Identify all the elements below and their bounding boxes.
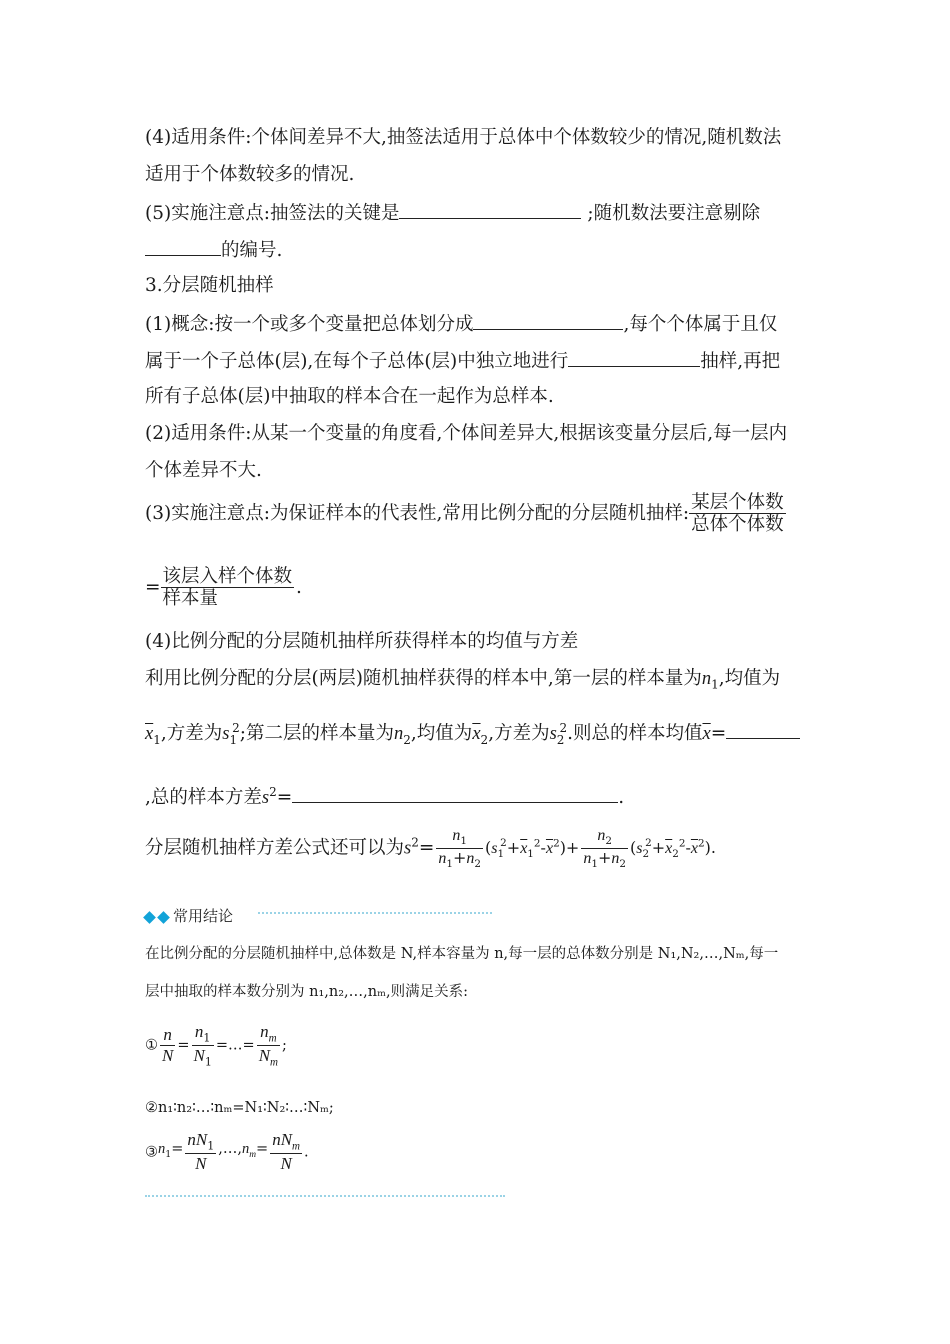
blank-lottery-key[interactable]: [399, 200, 581, 219]
s2-line2: 个体差异不大.: [145, 460, 262, 481]
diamond-icon: [157, 911, 170, 924]
s2-line1: (2)适用条件:从某一个变量的角度看,个体间差异大,根据该变量分层后,每一层内: [145, 423, 788, 444]
blank-variance[interactable]: [292, 784, 618, 803]
weight-fraction-1: $\frac{n_1}{n_1+n_2}$: [438, 827, 482, 871]
s4-title: (4)比例分配的分层随机抽样所获得样本的均值与方差: [145, 631, 579, 652]
s4-line3: ,总的样本方差$s^2=$ .: [145, 785, 625, 809]
diamond-icon: [143, 911, 156, 924]
blank-mean[interactable]: [726, 720, 800, 739]
ratio-fraction-1: $\frac{\text{某层个体数}}{\text{总体个体数}}$: [691, 492, 784, 536]
p5-line2: 的编号.: [145, 237, 282, 263]
conclusion-item-1: ① $\frac{n}{N}$ = $\frac{n_1}{N_1}$ =…= $\frac{n_m}{N_m}$ ;: [145, 1022, 287, 1069]
blank-exclude[interactable]: [145, 237, 221, 256]
conclusion-item-2: ②n₁∶n₂∶…∶nₘ=N₁∶N₂∶…∶Nₘ;: [145, 1100, 334, 1116]
s4-line1: 利用比例分配的分层(两层)随机抽样获得的样本中,第一层的样本量为$n_1$,均值为: [145, 668, 781, 692]
variance-formula: 分层随机抽样方差公式还可以为$s^2=$ $\frac{n_1}{n_1+n_2}$ $(s_1^2+\overline{x}_1^2-\overline{x}^2)+$ $\frac{n_2}{n_1+n_2}$ $(s_2^2+\overline{x}_2^2-\overline{x}^2)$.: [145, 827, 716, 871]
s1-line3: 所有子总体(层)中抽取的样本合在一起作为总样本.: [145, 386, 554, 407]
conclusion-line1: 在比例分配的分层随机抽样中,总体数是 N,样本容量为 n,每一层的总体数分别是 N₁,N₂,…,Nₘ,每一: [145, 946, 779, 962]
conclusion-header: 常用结论: [145, 904, 233, 928]
header-dotted-rule: [258, 912, 492, 914]
footer-dotted-rule: [145, 1195, 505, 1197]
s1-line1: (1)概念:按一个或多个变量把总体划分成 ,每个个体属于且仅: [145, 311, 777, 337]
blank-sampling-type[interactable]: [568, 348, 700, 367]
s1-line2: 属于一个子总体(层),在每个子总体(层)中独立地进行 抽样,再把: [145, 348, 780, 374]
s4-line2: $\overline{x}_1$,方差为$s_1^2$;第二层的样本量为$n_2$,均值为$\overline{x}_2$,方差为$s_2^2$.则总的样本均值$\overline{x}=$: [145, 716, 800, 752]
p4-line1: (4)适用条件:个体间差异不大,抽签法适用于总体中个体数较少的情况,随机数法: [145, 127, 782, 148]
blank-strata[interactable]: [473, 311, 623, 330]
section-3-title: 3.分层随机抽样: [145, 275, 274, 296]
p5-line: (5)实施注意点:抽签法的关键是 ;随机数法要注意剔除: [145, 200, 760, 226]
weight-fraction-2: $\frac{n_2}{n_1+n_2}$: [583, 827, 626, 871]
p4-line2: 适用于个体数较多的情况.: [145, 164, 355, 185]
s3-line1: (3)实施注意点:为保证样本的代表性,常用比例分配的分层随机抽样: $\frac{\text{某层个体数}}{\text{总体个体数}}$: [145, 492, 784, 536]
s3-line2: = $\frac{\text{该层入样个体数}}{\text{样本量}}$ .: [145, 566, 302, 610]
conclusion-item-3: $③n_1=$ $\frac{nN_1}{N}$ $,\dots,n_m=$ $\frac{nN_m}{N}$ .: [145, 1130, 309, 1174]
ratio-fraction-2: $\frac{\text{该层入样个体数}}{\text{样本量}}$: [162, 566, 293, 610]
conclusion-line2: 层中抽取的样本数分别为 n₁,n₂,…,nₘ,则满足关系:: [145, 984, 468, 1000]
